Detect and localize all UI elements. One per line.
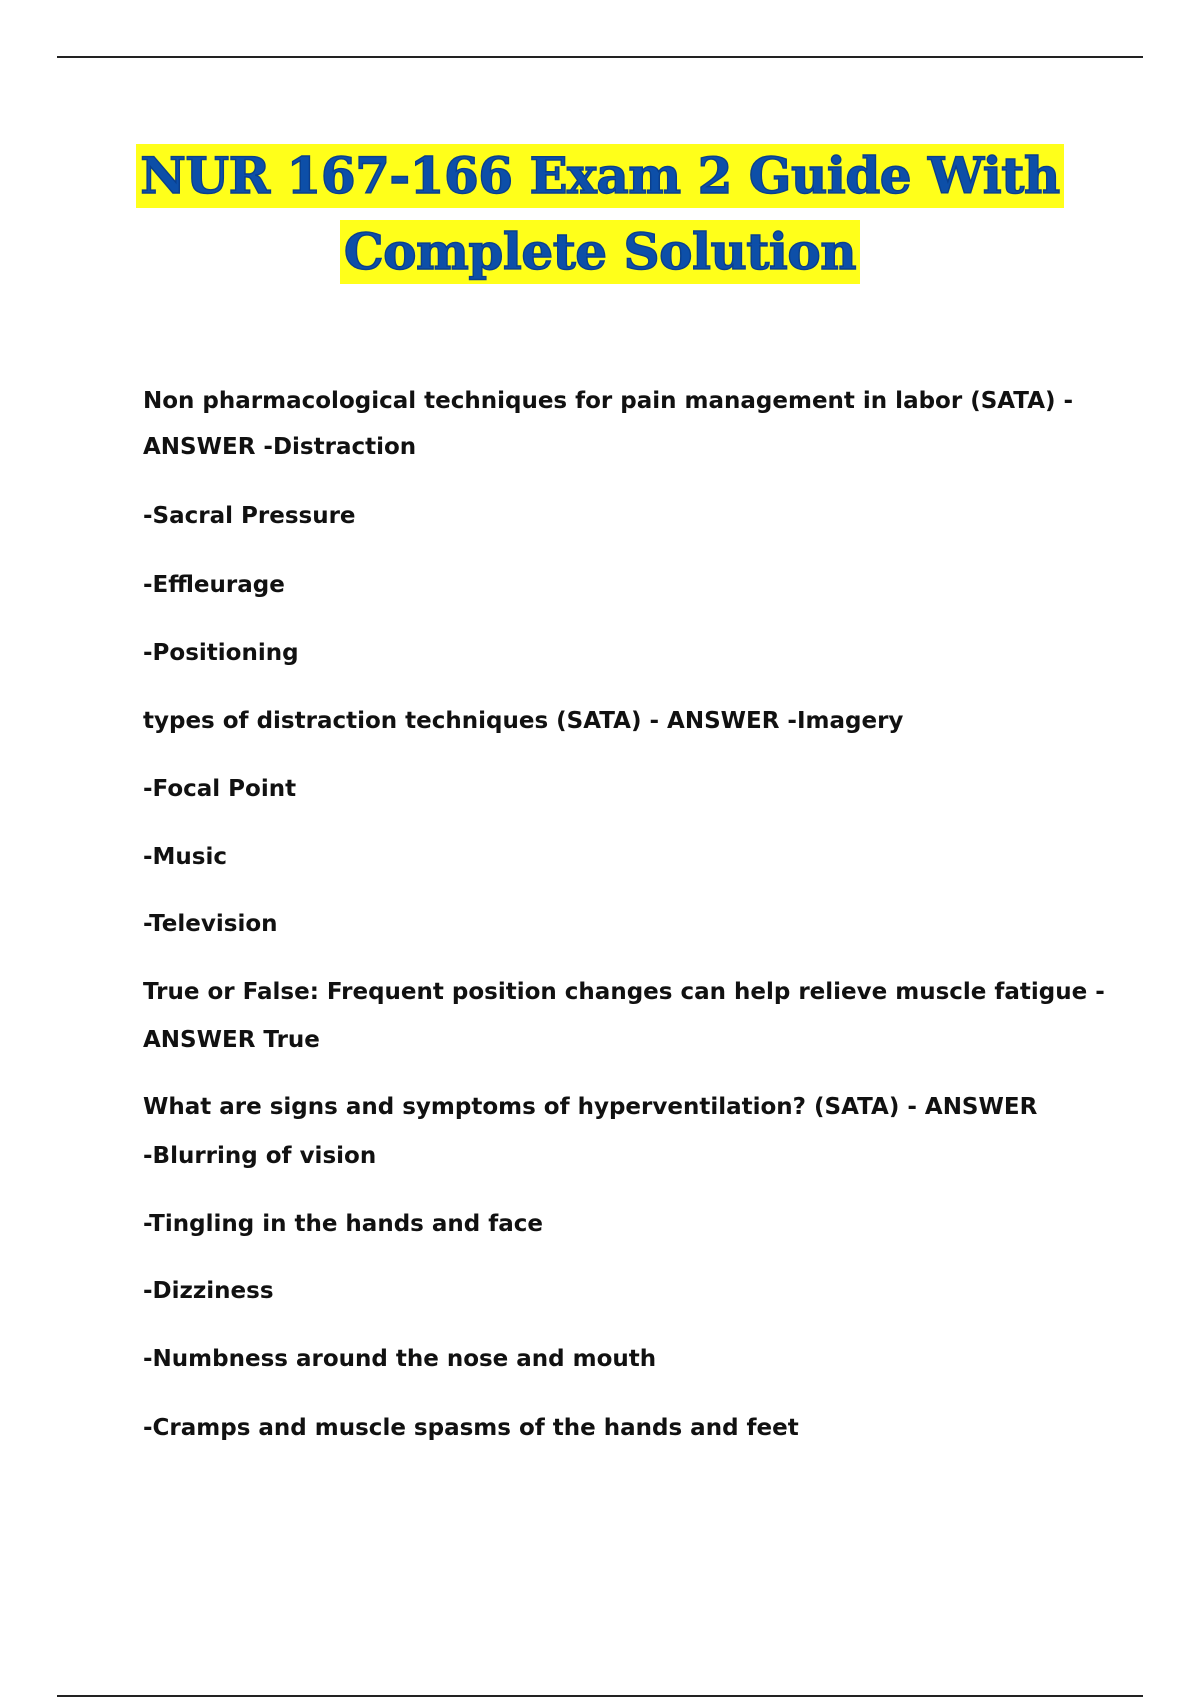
bottom-rule [57, 1695, 1143, 1697]
question-2-line-1: types of distraction techniques (SATA) - ANSWER -Imagery [143, 708, 904, 734]
page-title [57, 138, 1143, 290]
answer-item: -Sacral Pressure [143, 503, 356, 529]
answer-item: -Positioning [143, 640, 299, 666]
top-rule [57, 56, 1143, 58]
question-4-line-2: -Blurring of vision [143, 1143, 377, 1169]
question-3-line-2: ANSWER True [143, 1027, 320, 1053]
question-1-line-2: ANSWER -Distraction [143, 434, 417, 460]
question-1-line-1: Non pharmacological techniques for pain management in labor (SATA) - [143, 388, 1074, 414]
answer-item: -Tingling in the hands and face [143, 1211, 543, 1237]
answer-item: -Cramps and muscle spasms of the hands and feet [143, 1415, 799, 1441]
answer-item: -Television [143, 911, 278, 937]
answer-item: -Numbness around the nose and mouth [143, 1346, 657, 1372]
question-3-line-1: True or False: Frequent position changes can help relieve muscle fatigue - [143, 979, 1105, 1005]
title-line-1: NUR 167-166 Exam 2 Guide With [136, 144, 1063, 208]
answer-item: -Effleurage [143, 572, 285, 598]
title-line-2: Complete Solution [340, 220, 860, 284]
answer-item: -Music [143, 844, 228, 870]
answer-item: -Focal Point [143, 776, 297, 802]
question-4-line-1: What are signs and symptoms of hyperventilation? (SATA) - ANSWER [143, 1094, 1038, 1120]
answer-item: -Dizziness [143, 1278, 274, 1304]
